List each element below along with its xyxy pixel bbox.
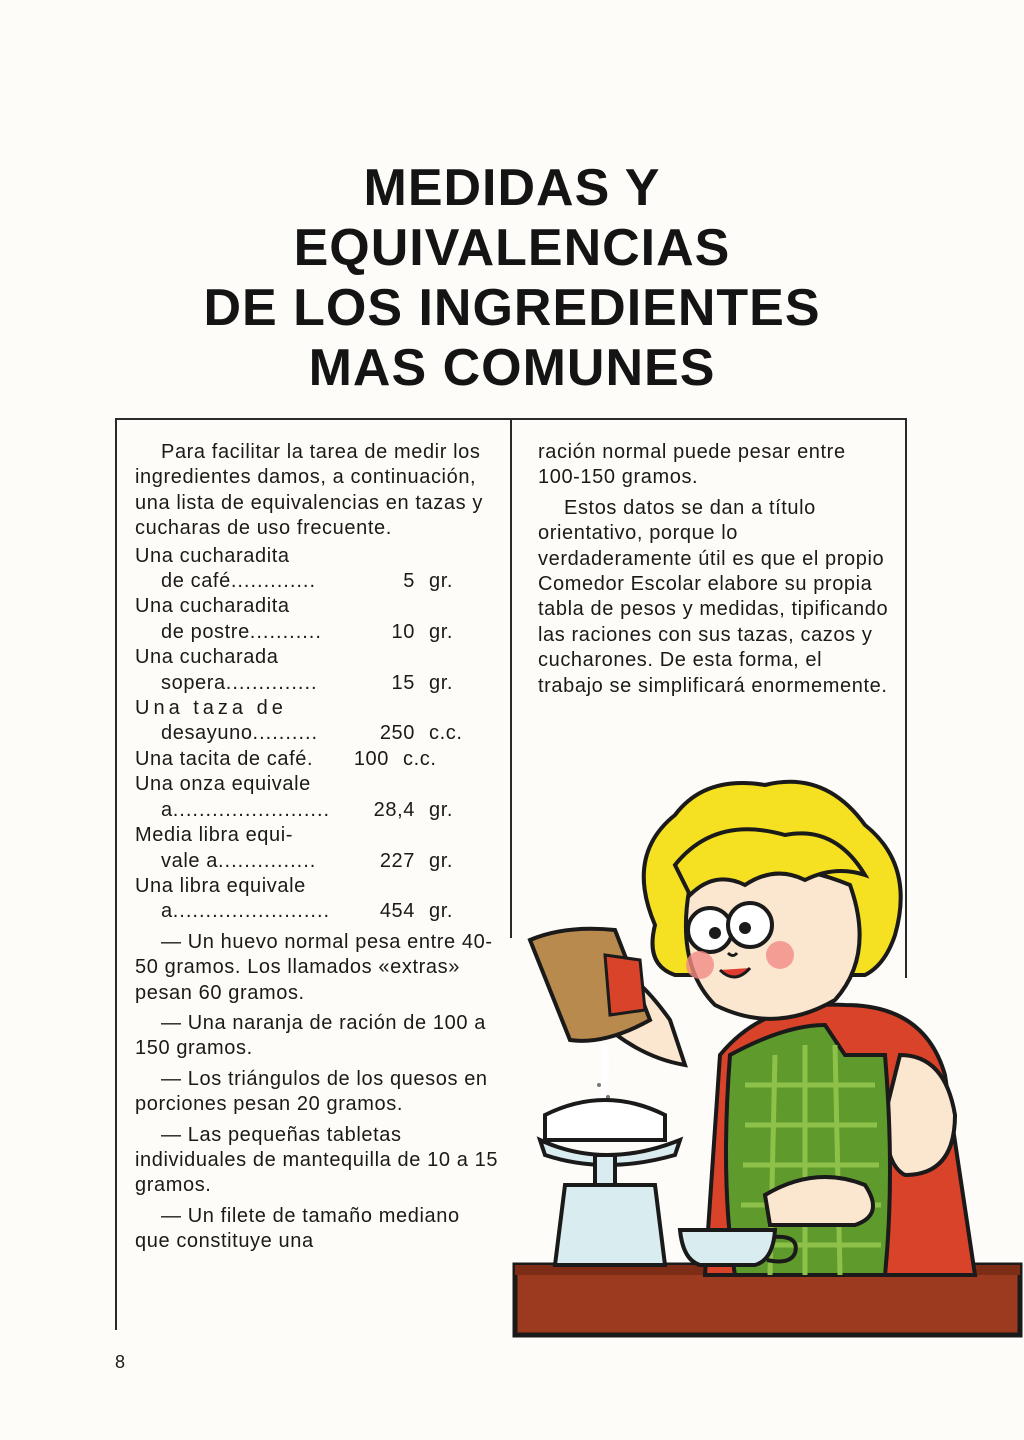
- measure-qty: 15: [391, 671, 415, 694]
- measure-qty: 250: [379, 722, 415, 745]
- measure-qty: 10: [391, 620, 415, 643]
- measure-unit: gr.: [429, 570, 454, 593]
- measure-label-cont: desayuno: [161, 722, 253, 745]
- title-line-2: EQUIVALENCIAS: [293, 219, 731, 277]
- measure-unit: gr.: [429, 900, 454, 923]
- left-column: [135, 440, 500, 1255]
- continuation-paragraph: ración normal puede pesar entre 100-150 gramos.: [538, 441, 846, 489]
- measure-qty: 227: [379, 849, 415, 872]
- measure-label-cont: de postre: [161, 620, 250, 643]
- measure-unit: c.c.: [403, 747, 437, 770]
- note-paragraph: — Un huevo normal pesa entre 40-50 gramos. Los llamados «extras» pesan 60 gramos.: [135, 930, 493, 1004]
- page-number: 8: [115, 1352, 126, 1372]
- measure-item: Una taza de desayuno.......... 250 c.c.: [135, 696, 500, 747]
- note-paragraph: — Una naranja de ración de 100 a 150 gramos.: [135, 1011, 486, 1060]
- measure-qty: 5: [403, 570, 415, 593]
- note-paragraph: — Un filete de tamaño mediano que constituye una: [135, 1204, 460, 1253]
- measure-label: Media libra equi-: [135, 824, 294, 847]
- measure-label: Una cucharada: [135, 646, 279, 669]
- measure-qty: 100: [353, 747, 389, 770]
- measure-qty: 28,4: [373, 798, 415, 821]
- title-line-4: MAS COMUNES: [308, 339, 716, 397]
- measure-label-cont: sopera: [161, 671, 226, 694]
- page-title: [0, 158, 1024, 398]
- measure-label-cont: de café: [161, 570, 231, 593]
- measure-qty: 454: [379, 900, 415, 923]
- note-paragraph: — Los triángulos de los quesos en porciones pesan 20 gramos.: [135, 1067, 488, 1116]
- advice-paragraph: Estos datos se dan a título orientativo, porque lo verdaderamente útil es que el propio Comedor Escolar elabore su propia tabla de pesos y medidas, tipificando las raciones con sus tazas, cazos y cucharones. De esta forma, el trabajo se simplificará enormemente.: [538, 496, 889, 697]
- measure-item: Una cucharadita de café............. 5 gr.: [135, 544, 500, 595]
- measure-unit: gr.: [429, 620, 454, 643]
- measure-label-cont: a: [161, 900, 173, 923]
- measure-label: Una cucharadita: [135, 595, 290, 618]
- measure-label-cont: vale a: [161, 849, 218, 872]
- measure-line1: [135, 544, 347, 569]
- flour-bag: [530, 929, 650, 1041]
- cook-illustration: [505, 755, 1024, 1355]
- right-column: [538, 440, 893, 699]
- face: [686, 868, 860, 1019]
- measures-table: [135, 544, 500, 925]
- kitchen-scale: [540, 1100, 680, 1265]
- intro-paragraph: Para facilitar la tarea de medir los ingredientes damos, a continuación, una lista de equivalencias en tazas y cucharas de uso frecuente.: [135, 441, 483, 540]
- measure-item: Una libra equivale a........................ 454 gr.: [135, 874, 500, 925]
- measure-label: Una cucharadita: [135, 544, 290, 567]
- measure-unit: gr.: [429, 798, 454, 821]
- measure-unit: gr.: [429, 671, 454, 694]
- measure-label: Una libra equivale: [135, 874, 306, 897]
- measure-label-cont: a: [161, 798, 173, 821]
- measure-label: Una taza de: [135, 697, 287, 720]
- measure-item: Una cucharadita de postre........... 10 gr.: [135, 594, 500, 645]
- box-rule-left: [115, 418, 117, 1330]
- measure-item: Media libra equi- vale a............... 227 gr.: [135, 823, 500, 874]
- measure-unit: c.c.: [429, 722, 463, 745]
- measure-item: Una cucharada sopera.............. 15 gr.: [135, 645, 500, 696]
- measure-label: Una tacita de café.: [135, 747, 314, 770]
- measure-item: Una onza equivale a........................ 28,4 gr.: [135, 772, 500, 823]
- title-line-1: MEDIDAS Y: [363, 159, 661, 217]
- note-paragraph: — Las pequeñas tabletas individuales de mantequilla de 10 a 15 gramos.: [135, 1123, 499, 1197]
- measure-unit: gr.: [429, 849, 454, 872]
- title-line-3: DE LOS INGREDIENTES: [203, 279, 821, 337]
- measure-label: Una onza equivale: [135, 773, 311, 796]
- measure-item: [135, 747, 500, 772]
